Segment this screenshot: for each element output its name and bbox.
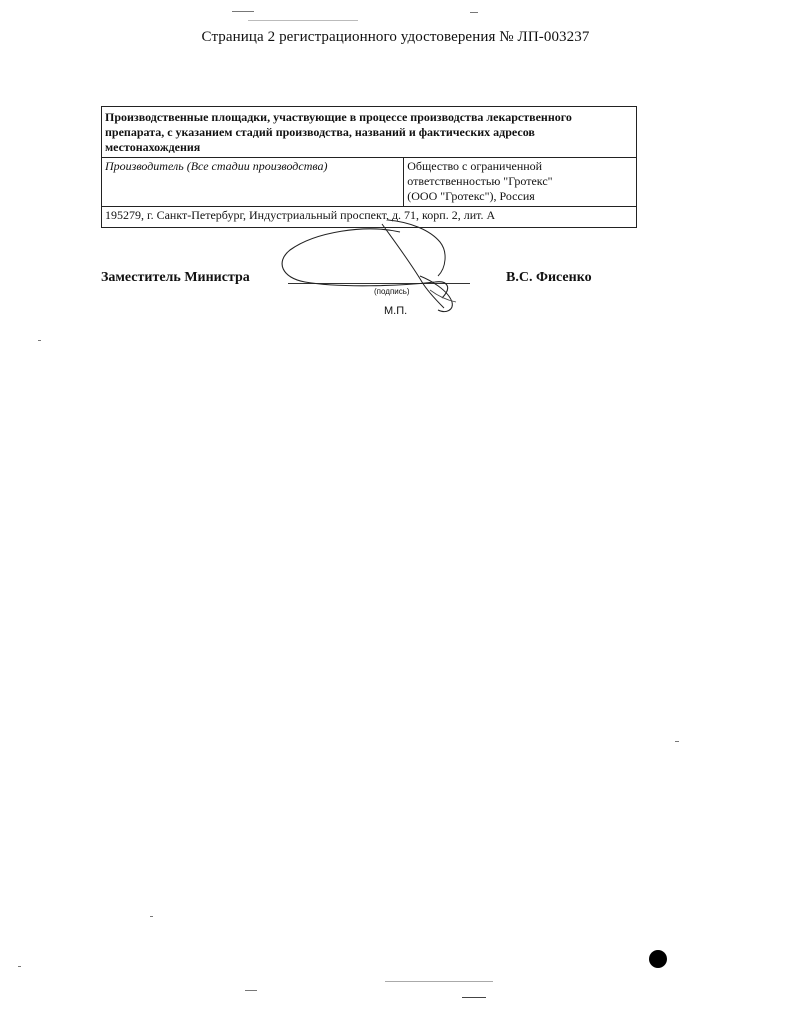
organization-line: Общество с ограниченной: [407, 159, 543, 173]
manufacturer-organization-cell: [404, 158, 637, 207]
scan-speck: [38, 340, 41, 341]
scan-hole-mark: [649, 950, 667, 968]
stamp-place-label: М.П.: [384, 305, 408, 317]
signer-position: Заместитель Министра: [101, 270, 250, 285]
manufacturer-row: [102, 158, 637, 207]
scan-speck: [470, 12, 478, 13]
manufacturer-role-cell: Производитель (Все стадии производства): [102, 158, 404, 207]
scan-speck: [248, 20, 358, 21]
handwritten-signature: [270, 210, 490, 335]
table-header-cell: Производственные площадки, участвующие в процессе производства лекарственного препарата, с указанием стадий производства, названий и фактических адресов местонахождения: [102, 107, 637, 158]
scan-speck: [232, 11, 254, 12]
scan-speck: [245, 990, 257, 991]
scan-speck: [462, 997, 486, 998]
organization-line: ответственностью "Гротекс": [407, 174, 553, 188]
address-cell: 195279, г. Санкт-Петербург, Индустриальный проспект, д. 71, корп. 2, лит. А: [102, 207, 637, 228]
scan-speck: [385, 981, 493, 982]
signer-name: В.С. Фисенко: [506, 270, 592, 285]
scan-speck: [675, 741, 679, 742]
table-header-row: [102, 107, 637, 158]
page-header: Страница 2 регистрационного удостоверения № ЛП-003237: [201, 29, 590, 45]
organization-line: (ООО "Гротекс"), Россия: [407, 189, 535, 203]
scan-speck: [18, 966, 21, 967]
scan-speck: [150, 916, 153, 917]
signature-caption: (подпись): [374, 287, 410, 296]
